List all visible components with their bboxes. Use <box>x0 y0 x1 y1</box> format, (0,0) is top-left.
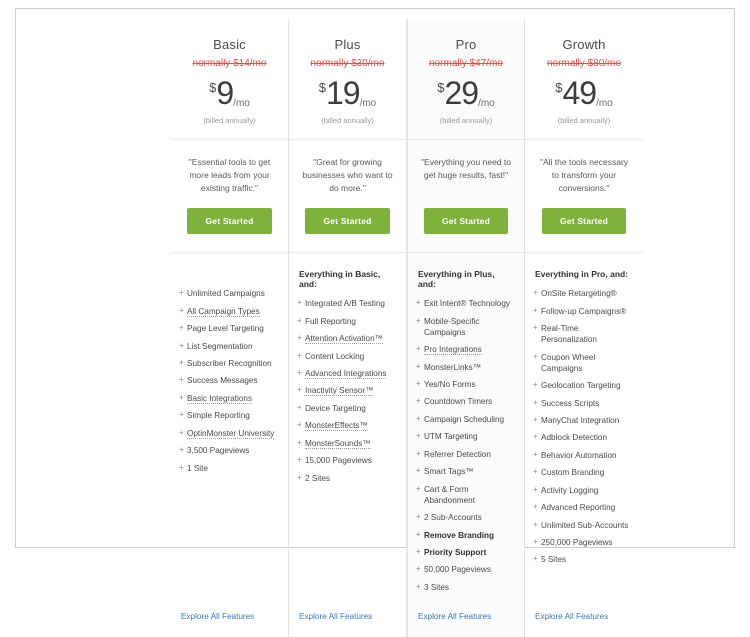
feature-label: 2 Sub-Accounts <box>424 513 482 523</box>
feature-item <box>416 295 516 312</box>
plus-icon: + <box>416 529 421 539</box>
price-amount: 9 <box>216 75 234 111</box>
feature-list <box>179 285 280 606</box>
feature-item[interactable] <box>297 365 398 382</box>
feature-label: MonsterLinks™ <box>424 362 481 372</box>
plan-name: Growth <box>562 37 606 52</box>
cta-wrapper <box>533 208 635 252</box>
feature-label: ManyChat Integration <box>541 415 620 425</box>
feature-item[interactable] <box>179 302 280 319</box>
feature-item <box>179 337 280 354</box>
normal-price-strikethrough: normally $47/mo <box>429 58 503 69</box>
plus-icon: + <box>416 512 421 522</box>
feature-label: Device Targeting <box>305 403 366 413</box>
plus-icon: + <box>533 449 538 459</box>
feature-label: 1 Site <box>187 463 208 473</box>
price-amount: 29 <box>444 75 479 111</box>
price-row <box>533 77 635 109</box>
feature-item <box>416 376 516 393</box>
feature-item <box>533 551 635 568</box>
plan-name: Pro <box>455 37 477 52</box>
feature-item <box>416 393 516 410</box>
explore-all-features-link[interactable]: Explore All Features <box>535 612 609 622</box>
pricing-table <box>171 19 738 637</box>
feature-item <box>533 534 635 551</box>
plus-icon: + <box>179 375 184 385</box>
feature-item[interactable] <box>179 390 280 407</box>
get-started-button[interactable]: Get Started <box>187 208 271 234</box>
plus-icon: + <box>416 413 421 423</box>
plus-icon: + <box>533 380 538 390</box>
feature-label: All Campaign Types <box>187 306 260 316</box>
plan-quote: "Everything you need to get huge results, fast!" <box>421 157 511 180</box>
plus-icon: + <box>533 432 538 442</box>
feature-item <box>416 446 516 463</box>
plus-icon: + <box>416 379 421 388</box>
price-row <box>179 77 280 109</box>
plus-icon: + <box>533 537 538 546</box>
feature-label: Yes/No Forms <box>424 380 476 389</box>
feature-item <box>533 464 635 481</box>
feature-label: Geolocation Targeting <box>541 381 621 391</box>
feature-label: OnSite Retargeting® <box>541 289 617 299</box>
plus-icon: + <box>533 305 538 315</box>
price-row <box>416 77 516 109</box>
features-heading <box>179 253 280 285</box>
plus-icon: + <box>297 472 302 482</box>
plus-icon: + <box>416 547 421 556</box>
feature-label: MonsterEffects™ <box>305 421 368 431</box>
plus-icon: + <box>533 467 538 477</box>
feature-item <box>297 400 398 417</box>
feature-item <box>416 561 516 578</box>
plus-icon: + <box>533 351 538 361</box>
plus-icon: + <box>533 554 538 564</box>
feature-item <box>179 372 280 389</box>
feature-label: Behavior Automation <box>541 450 617 460</box>
plus-icon: + <box>297 333 302 343</box>
plus-icon: + <box>179 445 184 455</box>
feature-item <box>179 407 280 424</box>
plus-icon: + <box>179 392 184 402</box>
feature-label: Unlimited Sub-Accounts <box>541 520 629 530</box>
feature-item[interactable] <box>297 382 398 399</box>
explore-all-features-link[interactable]: Explore All Features <box>181 612 255 622</box>
feature-item <box>416 526 516 543</box>
feature-item[interactable] <box>297 417 398 434</box>
plus-icon: + <box>297 420 302 430</box>
feature-item <box>533 499 635 516</box>
feature-item <box>297 469 398 486</box>
feature-item <box>416 579 516 596</box>
currency-symbol: $ <box>318 79 326 95</box>
billing-note: (billed annually) <box>203 116 256 125</box>
plus-icon: + <box>416 431 421 441</box>
feature-label: Inactivity Sensor™ <box>305 386 374 396</box>
billing-note: (billed annually) <box>557 116 611 125</box>
currency-symbol: $ <box>555 79 563 95</box>
feature-item <box>416 544 516 561</box>
plus-icon: + <box>533 484 538 494</box>
feature-item <box>533 348 635 377</box>
feature-label: 5 Sites <box>541 555 567 565</box>
feature-label: Follow-up Campaigns® <box>541 306 627 316</box>
feature-item <box>179 442 280 459</box>
pricing-column-plus <box>289 19 407 637</box>
feature-item[interactable] <box>297 330 398 347</box>
feature-item[interactable] <box>179 425 280 442</box>
price-amount: 19 <box>325 75 360 111</box>
feature-label: Coupon Wheel Campaigns <box>541 352 596 373</box>
plus-icon: + <box>179 462 184 472</box>
plus-icon: + <box>416 361 421 371</box>
plus-icon: + <box>416 466 421 476</box>
feature-label: Pro Integrations <box>424 345 482 355</box>
feature-label: OptinMonster University <box>187 428 275 438</box>
get-started-button[interactable]: Get Started <box>542 208 626 234</box>
plus-icon: + <box>416 581 421 591</box>
plus-icon: + <box>297 437 302 447</box>
plus-icon: + <box>416 396 421 406</box>
plan-name: Basic <box>213 37 246 52</box>
feature-item <box>533 320 635 349</box>
feature-item <box>416 358 516 375</box>
feature-label: Custom Branding <box>541 468 605 478</box>
feature-label: Integrated A/B Testing <box>305 299 385 309</box>
price-row <box>297 77 398 109</box>
plus-icon: + <box>179 288 184 298</box>
feature-item <box>533 516 635 533</box>
feature-item <box>533 377 635 394</box>
feature-label: Success Messages <box>187 376 258 386</box>
plus-icon: + <box>179 305 184 315</box>
price-amount: 49 <box>562 75 597 111</box>
normal-price-strikethrough: normally $80/mo <box>547 58 621 69</box>
feature-label: 2 Sites <box>305 473 331 483</box>
feature-item <box>179 355 280 372</box>
feature-item <box>533 447 635 464</box>
feature-list <box>297 295 398 606</box>
features-heading: Everything in Basic, and: <box>299 269 381 289</box>
plus-icon: + <box>416 315 421 325</box>
feature-item <box>533 394 635 411</box>
feature-label: 3,500 Pageviews <box>187 446 250 456</box>
plus-icon: + <box>533 288 538 298</box>
get-started-button[interactable]: Get Started <box>305 208 389 234</box>
feature-list <box>416 295 516 606</box>
feature-item <box>179 285 280 302</box>
plus-icon: + <box>179 340 184 350</box>
plan-quote: "Essential tools to get more leads from your existing traffic." <box>188 157 271 193</box>
plus-icon: + <box>297 367 302 377</box>
plan-quote: "All the tools necessary to transform your conversions." <box>539 157 629 193</box>
billing-note: (billed annually) <box>321 116 374 125</box>
feature-item <box>416 428 516 445</box>
feature-label: Cart & Form Abandonment <box>424 484 475 505</box>
cta-wrapper <box>416 208 516 252</box>
plus-icon: + <box>297 402 302 412</box>
plus-icon: + <box>416 564 421 574</box>
feature-label: Subscriber Recognition <box>187 358 272 368</box>
feature-item <box>416 480 516 509</box>
feature-label: 3 Sites <box>424 582 450 592</box>
feature-item <box>416 463 516 480</box>
plus-icon: + <box>297 315 302 325</box>
feature-label: Attention Activation™ <box>305 334 383 344</box>
feature-item <box>533 285 635 302</box>
plus-icon: + <box>179 323 184 333</box>
plan-name: Plus <box>334 37 361 52</box>
plus-icon: + <box>416 298 421 308</box>
features-heading: Everything in Plus, and: <box>418 269 495 289</box>
plan-quote: "Great for growing businesses who want to do more." <box>302 157 393 193</box>
plus-icon: + <box>533 519 538 529</box>
plus-icon: + <box>179 427 184 437</box>
features-heading: Everything in Pro, and: <box>535 269 629 279</box>
feature-item <box>297 452 398 469</box>
plus-icon: + <box>533 414 538 424</box>
currency-symbol: $ <box>209 79 217 95</box>
feature-label: Advanced Integrations <box>305 368 387 378</box>
feature-label: Content Locking <box>305 351 365 361</box>
feature-label: Remove Branding <box>424 530 495 540</box>
pricing-column-growth <box>525 19 643 637</box>
plus-icon: + <box>179 410 184 420</box>
plus-icon: + <box>297 455 302 465</box>
feature-label: Priority Support <box>424 548 487 557</box>
plus-icon: + <box>297 350 302 360</box>
feature-label: Campaign Scheduling <box>424 414 505 424</box>
plus-icon: + <box>533 397 538 407</box>
feature-item <box>416 312 516 341</box>
pricing-column-pro <box>407 19 525 637</box>
plus-icon: + <box>297 385 302 395</box>
plus-icon: + <box>533 323 538 333</box>
feature-label: 15,000 Pageviews <box>305 456 372 466</box>
feature-item <box>533 412 635 429</box>
feature-label: Adblock Detection <box>541 433 607 443</box>
feature-label: Simple Reporting <box>187 411 250 421</box>
currency-symbol: $ <box>437 79 445 95</box>
feature-item <box>533 429 635 446</box>
feature-label: Basic Integrations <box>187 393 253 403</box>
plus-icon: + <box>297 298 302 308</box>
feature-label: Page Level Targeting <box>187 324 264 334</box>
feature-label: Full Reporting <box>305 316 356 326</box>
feature-label: Countdown Timers <box>424 397 493 407</box>
feature-label: List Segmentation <box>187 341 253 351</box>
feature-item <box>297 347 398 364</box>
feature-label: 50,000 Pageviews <box>424 565 491 575</box>
explore-all-features-link[interactable]: Explore All Features <box>418 612 492 622</box>
feature-item[interactable] <box>416 341 516 358</box>
feature-item <box>416 509 516 526</box>
feature-label: MonsterSounds™ <box>305 438 371 448</box>
feature-item[interactable] <box>297 435 398 452</box>
cta-wrapper <box>179 208 280 252</box>
plus-icon: + <box>416 483 421 493</box>
feature-label: Advanced Reporting <box>541 503 616 513</box>
normal-price-strikethrough: normally $30/mo <box>310 58 385 69</box>
plus-icon: + <box>533 502 538 512</box>
price-period: /mo <box>478 98 495 109</box>
feature-item <box>533 482 635 499</box>
price-period: /mo <box>233 98 250 109</box>
feature-item <box>297 295 398 312</box>
feature-label: Success Scripts <box>541 398 600 408</box>
feature-label: Activity Logging <box>541 485 599 495</box>
feature-label: Real-Time Personalization <box>541 324 597 345</box>
normal-price-strikethrough: normally $14/mo <box>192 58 267 69</box>
pricing-column-basic <box>171 19 289 637</box>
cta-wrapper <box>297 208 398 252</box>
explore-all-features-link[interactable]: Explore All Features <box>299 612 373 622</box>
feature-label: Referrer Detection <box>424 449 491 459</box>
plus-icon: + <box>179 357 184 367</box>
price-period: /mo <box>359 98 377 109</box>
feature-label: 250,000 Pageviews <box>541 538 613 547</box>
plus-icon: + <box>416 448 421 458</box>
feature-item <box>179 320 280 337</box>
billing-note: (billed annually) <box>439 116 493 125</box>
feature-label: Smart Tags™ <box>424 467 474 477</box>
feature-label: UTM Targeting <box>424 432 478 442</box>
feature-label: Unlimited Campaigns <box>187 289 265 299</box>
feature-item <box>179 459 280 476</box>
feature-label: Mobile-Specific Campaigns <box>424 316 480 337</box>
feature-label: Exit Intent® Technology <box>424 299 510 309</box>
feature-list <box>533 285 635 606</box>
get-started-button[interactable]: Get Started <box>424 208 508 234</box>
plus-icon: + <box>416 344 421 354</box>
feature-item <box>533 302 635 319</box>
price-period: /mo <box>596 98 613 109</box>
feature-item <box>297 312 398 329</box>
content-frame <box>15 8 735 622</box>
feature-item <box>416 411 516 428</box>
